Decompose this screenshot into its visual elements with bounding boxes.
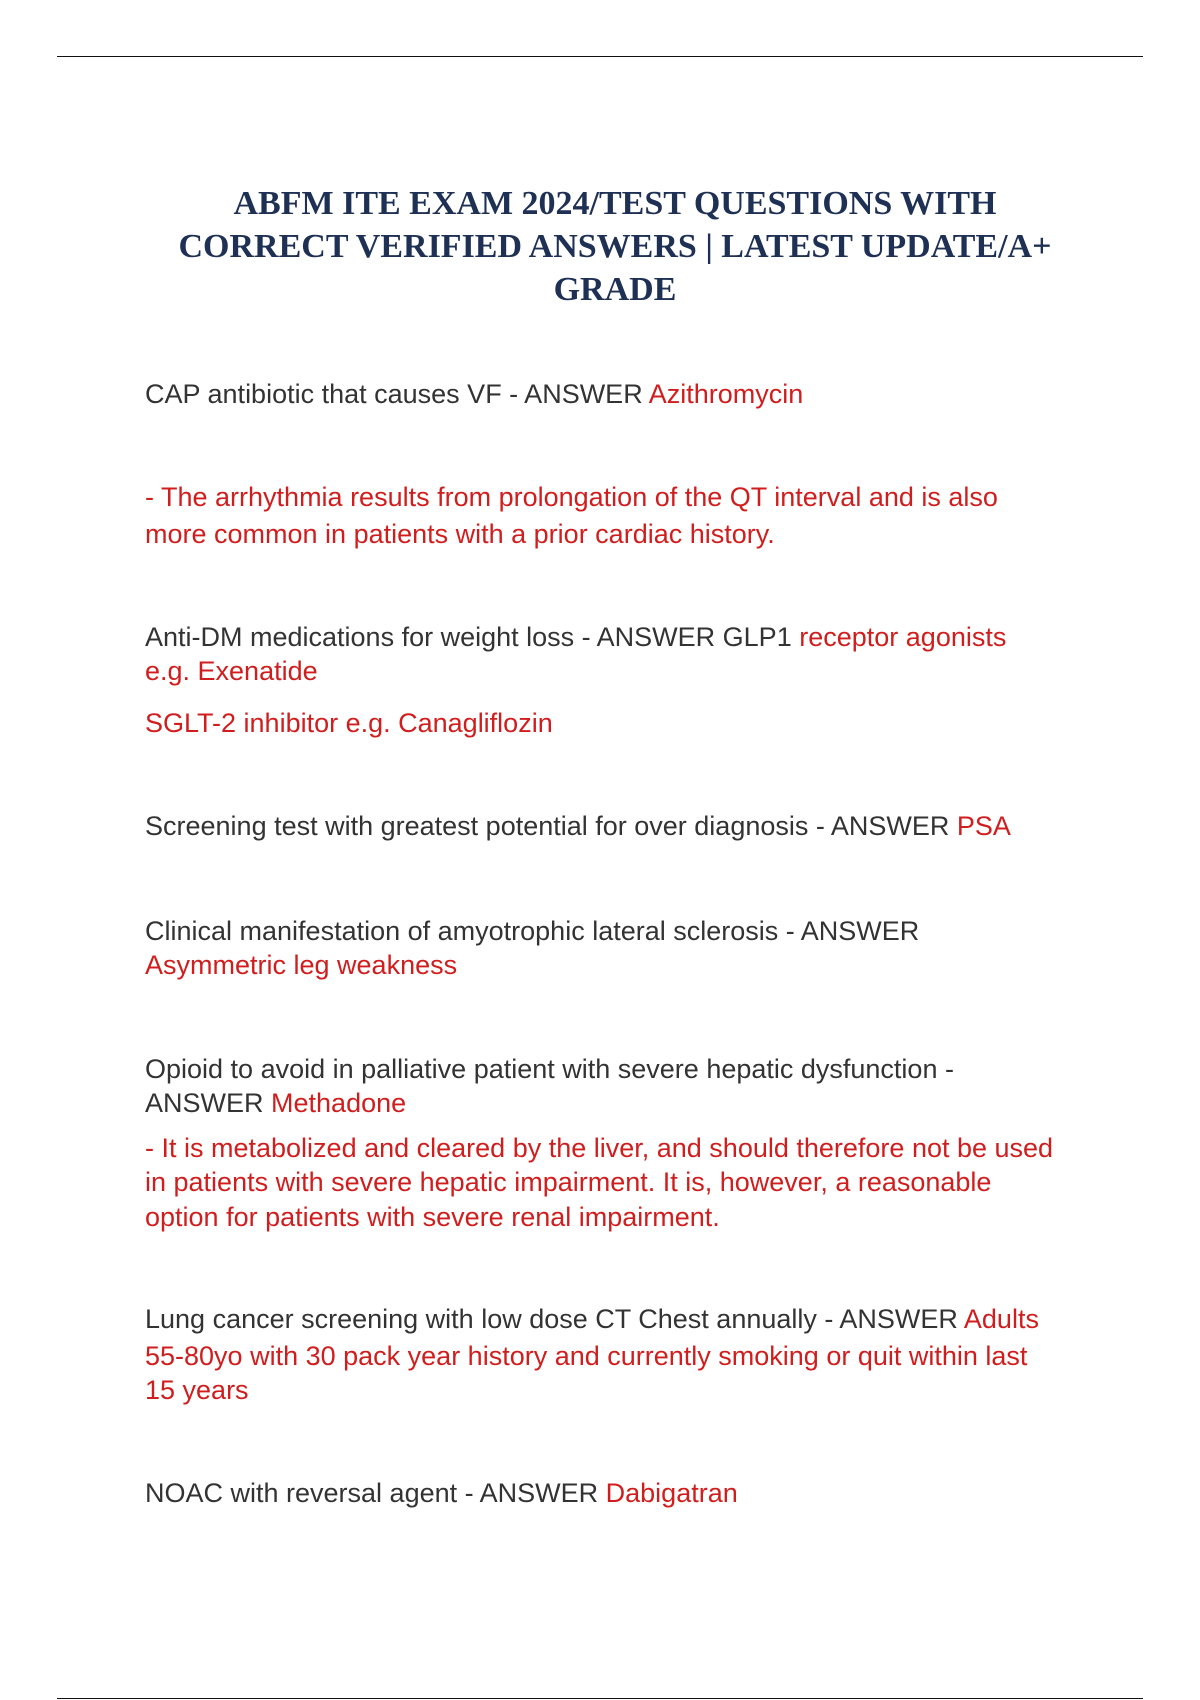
qa-6-question-line [145, 1302, 1039, 1336]
qa-5-note-line-2: in patients with severe hepatic impairment. It is, however, a reasonable [145, 1167, 992, 1197]
qa-6-answer-1: Adults [963, 1304, 1039, 1334]
bottom-rule [57, 1698, 1143, 1699]
qa-6-answer-2: 55-80yo with 30 pack year history and currently smoking or quit within last [145, 1341, 1028, 1371]
qa-1-note-line-1: - The arrhythmia results from prolongation of the QT interval and is also [145, 482, 998, 512]
qa-2-answer-2: e.g. Exenatide [145, 656, 318, 686]
qa-4-answer: Asymmetric leg weakness [145, 950, 458, 980]
qa-4-question-line: Clinical manifestation of amyotrophic lateral sclerosis - ANSWER [145, 916, 920, 946]
qa-3-answer: PSA [956, 811, 1011, 841]
title-line-2: CORRECT VERIFIED ANSWERS | LATEST UPDATE/A+ [178, 228, 1052, 265]
qa-3-question-line [145, 809, 1011, 843]
qa-2-question: Anti-DM medications for weight loss - ANSWER GLP1 [145, 622, 792, 652]
top-rule [57, 56, 1143, 57]
title-line-1: ABFM ITE EXAM 2024/TEST QUESTIONS WITH [233, 185, 997, 222]
qa-7-question: NOAC with reversal agent - ANSWER [145, 1478, 599, 1508]
qa-1-note-line-2: more common in patients with a prior cardiac history. [145, 519, 775, 549]
page-title [130, 182, 1100, 311]
qa-2-answer-3: SGLT-2 inhibitor e.g. Canagliflozin [145, 708, 553, 738]
qa-5-note-line-1: - It is metabolized and cleared by the liver, and should therefore not be used [145, 1133, 1054, 1163]
qa-6-question: Lung cancer screening with low dose CT Chest annually - ANSWER [145, 1304, 958, 1334]
qa-7-question-line [145, 1476, 738, 1510]
qa-5-note-line-3: option for patients with severe renal impairment. [145, 1202, 720, 1232]
qa-5-question-line-2 [145, 1086, 406, 1120]
qa-1-answer: Azithromycin [648, 379, 804, 409]
title-line-3: GRADE [553, 271, 677, 308]
qa-5-answer: Methadone [271, 1088, 407, 1118]
qa-2-question-line [145, 620, 1006, 654]
qa-7-answer: Dabigatran [605, 1478, 738, 1508]
qa-2-answer-1: receptor agonists [799, 622, 1007, 652]
qa-1-question: CAP antibiotic that causes VF - ANSWER [145, 379, 643, 409]
qa-3-question: Screening test with greatest potential for over diagnosis - ANSWER [145, 811, 950, 841]
qa-5-question-2: ANSWER [145, 1088, 264, 1118]
qa-1-question-line [145, 377, 803, 411]
qa-5-question-line-1: Opioid to avoid in palliative patient with severe hepatic dysfunction - [145, 1054, 954, 1084]
qa-6-answer-3: 15 years [145, 1375, 249, 1405]
